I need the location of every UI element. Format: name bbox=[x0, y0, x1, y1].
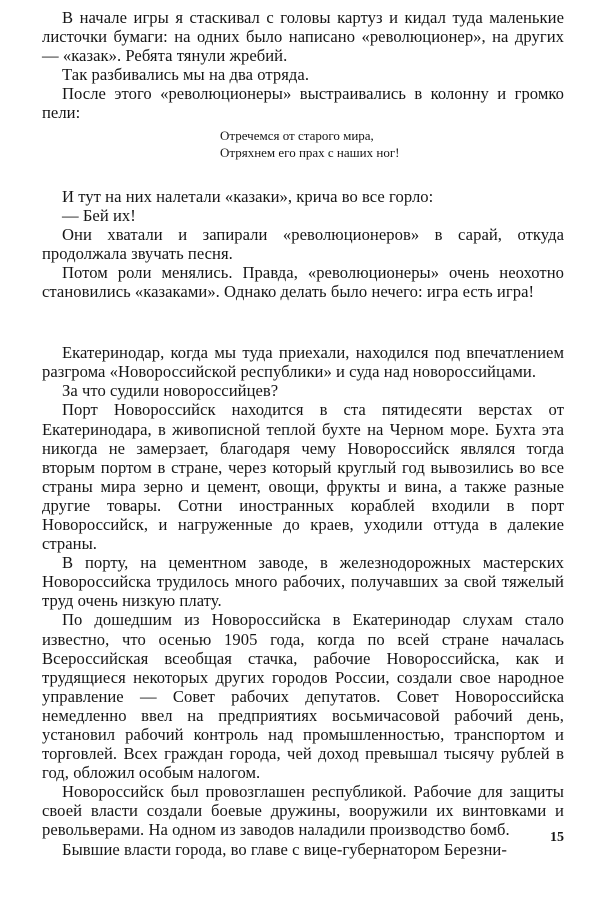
paragraph: Порт Новороссийск находится в ста пятидесяти верстах от Екатеринодара, в живописной теплой бухте на Черном море. Бухта эта никогда не замерзает, благодаря чему Новороссийск являлся тогда вторым портом в стране, через который круглый год вывозились во все страны мира зерно и цемент, овощи, фрукты и вина, а также разные другие товары. Сотни иностранных кораблей входили в порт Новороссийск, и нагруженные до краев, уходили оттуда в далекие страны. bbox=[42, 400, 564, 554]
spacer bbox=[42, 161, 564, 187]
paragraph: — Бей их! bbox=[62, 205, 136, 225]
paragraph: И тут на них налетали «казаки», крича во все горло: bbox=[62, 186, 434, 206]
paragraph: Они хватали и запирали «революционеров» в сарай, откуда продолжала звучать песня. bbox=[42, 224, 564, 263]
paragraph: После этого «революционеры» выстраивались в колонну и громко пели: bbox=[42, 84, 564, 123]
paragraph: В порту, на цементном заводе, в железнодорожных мастерских Новороссийска трудилось много рабочих, получавших за свой тяжелый труд очень низкую плату. bbox=[42, 553, 564, 611]
paragraph: За что судили новороссийцев? bbox=[62, 381, 279, 401]
paragraph: Новороссийск был провозглашен республикой. Рабочие для защиты своей власти создали боевые дружины, вооружили их винтовками и револьверами. На одном из заводов наладили производство бомб. bbox=[42, 782, 564, 840]
section-break bbox=[42, 301, 564, 343]
verse-line: Отряхнем его прах с наших ног! bbox=[220, 144, 400, 160]
verse-line: Отречемся от старого мира, bbox=[220, 127, 374, 143]
paragraph: Потом роли менялись. Правда, «революционеры» очень неохотно становились «казаками». Однако делать было нечего: игра есть игра! bbox=[42, 262, 564, 302]
song-verse bbox=[220, 127, 564, 161]
paragraph: Бывшие власти города, во главе с вице-губернатором Березни- bbox=[62, 839, 507, 859]
section-novorossiysk bbox=[42, 343, 564, 859]
paragraph: По дошедшим из Новороссийска в Екатеринодар слухам стало известно, что осенью 1905 года, когда по всей стране началась Всероссийская всеобщая стачка, рабочие Новороссийска, как и трудящиеся некоторых других городов России, создали свое народное управление — Совет рабочих депутатов. Совет Новороссийска немедленно ввел на предприятиях восьмичасовой рабочий день, установил рабочий контроль над промышленностью, транспортом и торговлей. Всех граждан города, чей доход превышал тысячу рублей в год, обложил особым налогом. bbox=[42, 610, 564, 783]
section-children-game bbox=[42, 0, 564, 301]
paragraph: Екатеринодар, когда мы туда приехали, находился под впечатлением разгрома «Новороссийской республики» и суда над новороссийцами. bbox=[42, 343, 564, 382]
paragraph: Так разбивались мы на два отряда. bbox=[62, 65, 310, 85]
page-number: 15 bbox=[550, 830, 564, 845]
book-page bbox=[42, 0, 564, 904]
paragraph: В начале игры я стаскивал с головы картуз и кидал туда маленькие листочки бумаги: на одних было написано «революционер», на других — «казак». Ребята тянули жребий. bbox=[42, 8, 564, 66]
